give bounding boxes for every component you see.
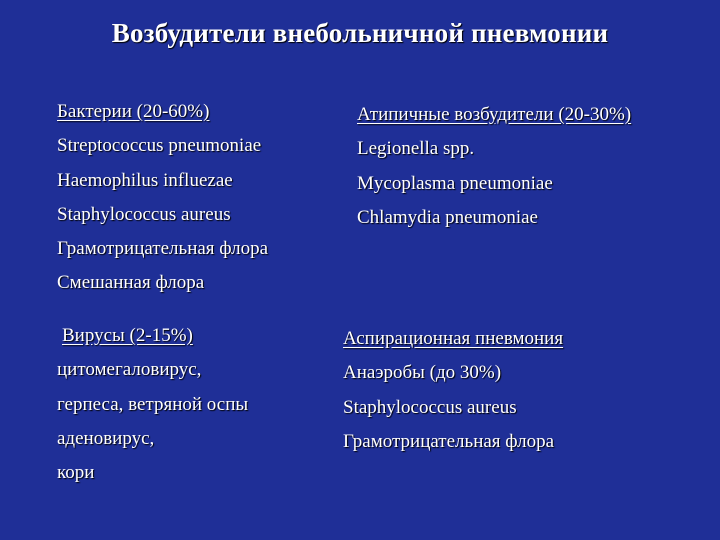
aspiration-section [343, 322, 563, 459]
atypical-item: Mycoplasma pneumoniae [357, 172, 553, 194]
aspiration-item: Грамотрицательная флора [343, 430, 555, 452]
bacteria-section [57, 95, 268, 301]
aspiration-heading: Аспирационная пневмония [343, 328, 564, 349]
bacteria-heading: Бактерии (20-60%) [57, 101, 210, 122]
viruses-item: аденовирус, [57, 427, 155, 449]
atypical-item: Legionella spp. [357, 138, 475, 160]
aspiration-item: Staphylococcus aureus [343, 396, 517, 418]
viruses-section [57, 319, 248, 490]
bacteria-item: Streptococcus pneumoniae [57, 135, 262, 157]
viruses-item: кори [57, 462, 95, 484]
bacteria-item: Haemophilus influezae [57, 169, 233, 191]
atypical-item: Chlamydia pneumoniae [357, 206, 538, 228]
atypical-section [357, 98, 631, 235]
viruses-item: герпеса, ветряной оспы [57, 393, 249, 415]
bacteria-item: Грамотрицательная флора [57, 238, 269, 260]
atypical-heading: Атипичные возбудители (20-30%) [357, 104, 632, 125]
viruses-item: цитомегаловирус, [57, 359, 202, 381]
bacteria-item: Смешанная флора [57, 272, 205, 294]
slide-title: Возбудители внебольничной пневмонии [111, 18, 609, 48]
bacteria-item: Staphylococcus aureus [57, 203, 231, 225]
aspiration-item: Анаэробы (до 30%) [343, 362, 502, 384]
viruses-heading: Вирусы (2-15%) [62, 325, 193, 346]
